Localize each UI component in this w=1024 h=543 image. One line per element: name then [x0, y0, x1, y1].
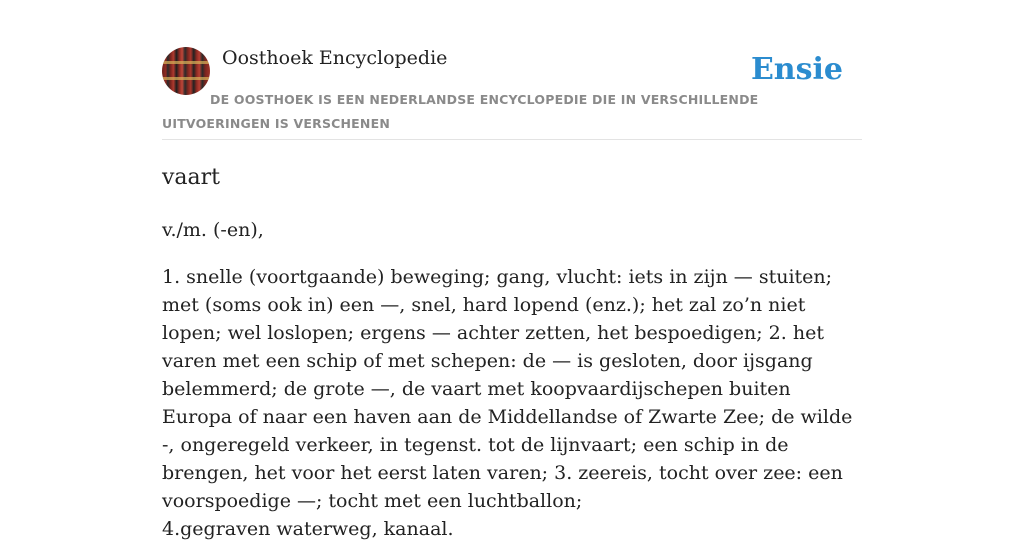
entry-grammar: v./m. (-en), [162, 219, 264, 241]
entry-headword: vaart [162, 165, 221, 190]
site-header [162, 0, 862, 140]
page [162, 0, 862, 540]
shelf-line [162, 61, 210, 64]
entry-definition [162, 263, 862, 543]
brand-logo-link[interactable]: Ensie [750, 52, 843, 87]
definition-main-text: 1. snelle (voortgaande) beweging; gang, vlucht: iets in zijn — stuiten; met (soms ook in) een —, snel, hard lopend (enz.); het zal zo’n niet lopen; wel loslopen; ergens — achter zetten, het bespoedigen; 2. het varen met een schip of met schepen: de — is gesloten, door ijsgang belemmerd; de grote —, de vaart met koopvaardijschepen buiten Europa of naar een haven aan de Middellandse of Zwarte Zee; de wilde -, ongeregeld verkeer, in tegenst. tot de lijnvaart; een schip in de brengen, het voor het eerst laten varen; 3. zeereis, tocht over zee: een voorspoedige —; tocht met een luchtballon; [162, 266, 853, 512]
shelf-line [162, 77, 210, 80]
site-tagline: DE OOSTHOEK IS EEN NEDERLANDSE ENCYCLOPEDIE DIE IN VERSCHILLENDE UITVOERINGEN IS VERSCHENEN [162, 92, 759, 131]
site-name-link[interactable]: Oosthoek Encyclopedie [222, 47, 448, 69]
definition-last-text: 4.gegraven waterweg, kanaal. [162, 518, 454, 540]
